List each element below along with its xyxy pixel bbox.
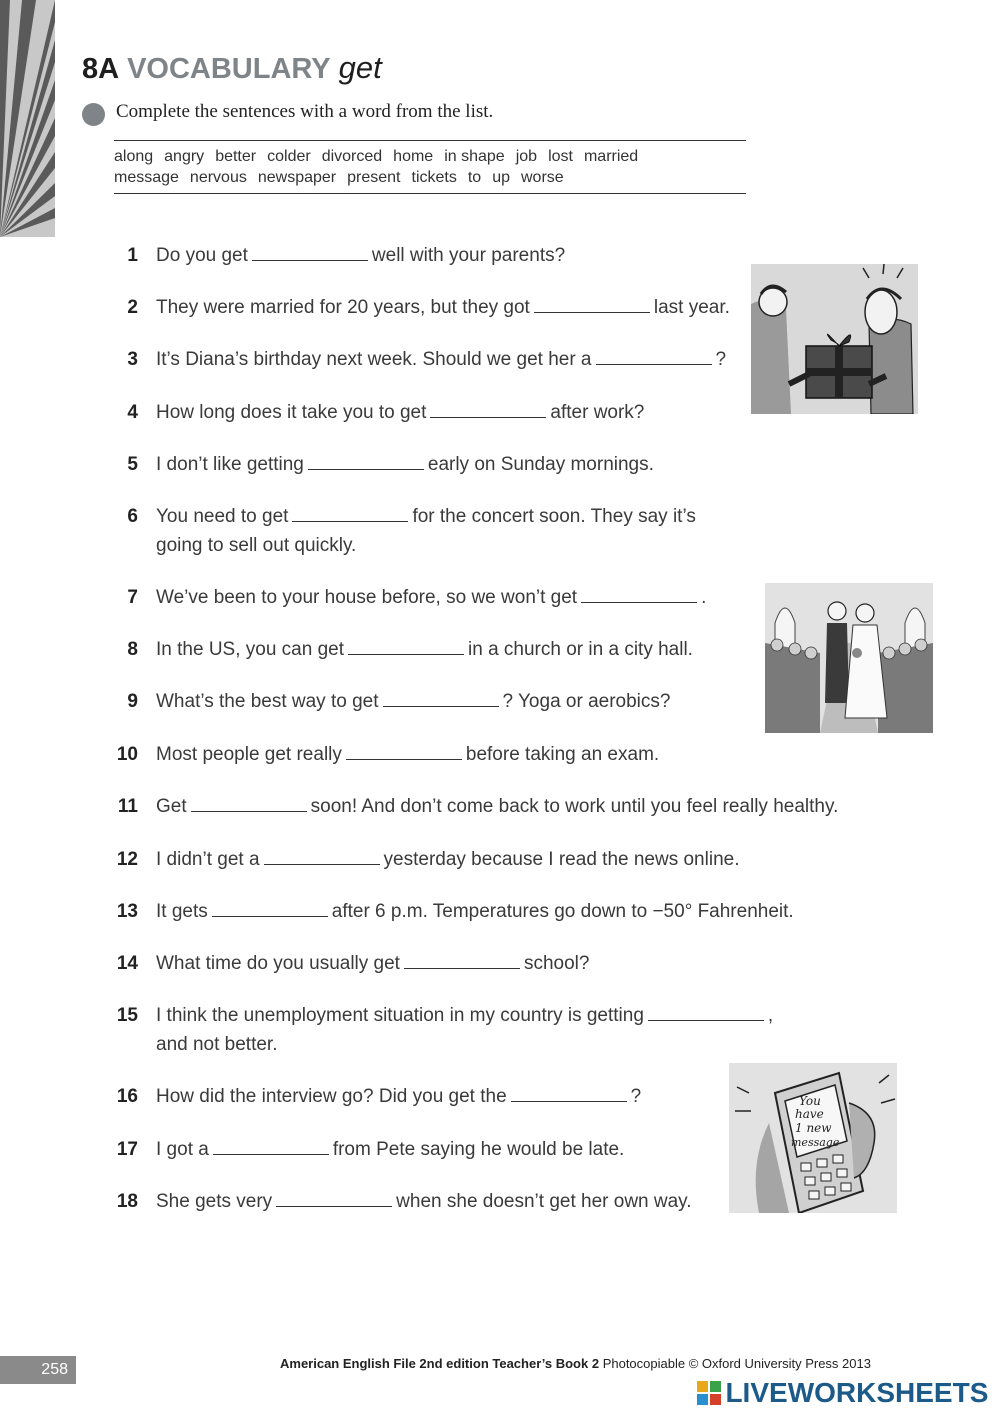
word-list-item: newspaper xyxy=(257,169,337,186)
word-list-item: lost xyxy=(548,148,573,165)
footer-credit xyxy=(280,1356,871,1371)
word-list-item: angry xyxy=(164,148,205,165)
word-list-item: colder xyxy=(267,148,311,165)
page-header xyxy=(82,50,382,86)
answer-blank[interactable] xyxy=(213,1140,329,1155)
phone-text-3: 1 new xyxy=(795,1121,832,1135)
word-list-item: to xyxy=(467,169,482,186)
book-title: American English File 2nd edition Teacher’s Book 2 xyxy=(280,1356,600,1371)
question-text: Get soon! And don’t come back to work until you feel really healthy. xyxy=(156,796,839,817)
answer-blank[interactable] xyxy=(252,246,368,261)
section-topic: VOCABULARY xyxy=(127,53,331,85)
answer-blank[interactable] xyxy=(581,588,697,603)
question-number: 6 xyxy=(127,506,138,527)
question-text: In the US, you can get in a church or in a city hall. xyxy=(156,639,693,660)
question-number: 9 xyxy=(127,691,138,712)
question-text: It’s Diana’s birthday next week. Should we get her a ? xyxy=(156,349,727,370)
answer-blank[interactable] xyxy=(346,745,462,760)
question-text: What’s the best way to get ? Yoga or aerobics? xyxy=(156,691,671,712)
word-list-row-2 xyxy=(114,169,575,187)
phone-text-4: message xyxy=(791,1136,840,1149)
word-list-item: up xyxy=(492,169,510,186)
word-list-item: in shape xyxy=(444,148,505,165)
sunburst-decoration xyxy=(0,0,55,237)
answer-blank[interactable] xyxy=(191,797,307,812)
question-text: How long does it take you to get after work? xyxy=(156,402,645,423)
phone-text-1: You xyxy=(799,1094,821,1108)
liveworksheets-watermark xyxy=(697,1377,988,1409)
answer-blank[interactable] xyxy=(534,298,650,313)
question-text: I don’t like getting early on Sunday mornings. xyxy=(156,454,654,475)
answer-blank[interactable] xyxy=(212,902,328,917)
phone-text-2: have xyxy=(795,1107,824,1121)
question-text: She gets very when she doesn’t get her own way. xyxy=(156,1191,692,1212)
question-text: How did the interview go? Did you get the ? xyxy=(156,1086,642,1107)
question-number: 1 xyxy=(127,245,138,266)
word-list-row-1 xyxy=(114,148,649,166)
question-number: 8 xyxy=(127,639,138,660)
word-list-item: along xyxy=(114,148,154,165)
question-number: 13 xyxy=(116,901,138,922)
phone-illustration xyxy=(729,1063,897,1213)
question-text-continued: going to sell out quickly. xyxy=(156,535,357,556)
answer-blank[interactable] xyxy=(511,1087,627,1102)
question-number: 4 xyxy=(127,402,138,423)
question-text-continued: and not better. xyxy=(156,1034,278,1055)
question-text: What time do you usually get school? xyxy=(156,953,590,974)
question-text: I didn’t get a yesterday because I read the news online. xyxy=(156,849,740,870)
answer-blank[interactable] xyxy=(648,1006,764,1021)
answer-blank[interactable] xyxy=(308,455,424,470)
question-number: 7 xyxy=(127,587,138,608)
question-number: 15 xyxy=(116,1005,138,1026)
question-text: Do you get well with your parents? xyxy=(156,245,566,266)
answer-blank[interactable] xyxy=(292,507,408,522)
question-number: 18 xyxy=(116,1191,138,1212)
question-text: I think the unemployment situation in my country is getting , xyxy=(156,1005,774,1026)
word-list-item: present xyxy=(347,169,401,186)
answer-blank[interactable] xyxy=(430,403,546,418)
word-list-item: worse xyxy=(520,169,564,186)
question-text: You need to get for the concert soon. They say it’s xyxy=(156,506,696,527)
question-text: Most people get really before taking an exam. xyxy=(156,744,660,765)
answer-blank[interactable] xyxy=(596,350,712,365)
copyright: Photocopiable © Oxford University Press 2013 xyxy=(602,1356,871,1371)
question-number: 3 xyxy=(127,349,138,370)
word-list-item: married xyxy=(583,148,639,165)
word-list-item: home xyxy=(393,148,434,165)
page-number-box xyxy=(0,1356,76,1384)
question-text: They were married for 20 years, but they got last year. xyxy=(156,297,730,318)
divider-top xyxy=(114,140,746,141)
unit-code: 8A xyxy=(82,53,120,85)
liveworksheets-text: LIVEWORKSHEETS xyxy=(725,1377,989,1408)
word-list-item: better xyxy=(215,148,257,165)
wedding-illustration xyxy=(765,583,933,733)
answer-blank[interactable] xyxy=(276,1192,392,1207)
word-list-item: message xyxy=(114,169,179,186)
question-number: 17 xyxy=(116,1139,138,1160)
question-text: I got a from Pete saying he would be late. xyxy=(156,1139,625,1160)
question-text: We’ve been to your house before, so we won’t get . xyxy=(156,587,707,608)
question-number: 11 xyxy=(117,796,138,817)
word-list-item: tickets xyxy=(411,169,457,186)
answer-blank[interactable] xyxy=(383,692,499,707)
question-number: 5 xyxy=(127,454,138,475)
word-list-item: nervous xyxy=(189,169,247,186)
question-number: 12 xyxy=(116,849,138,870)
gift-illustration xyxy=(751,264,918,414)
question-number: 14 xyxy=(116,953,138,974)
liveworksheets-logo-icon xyxy=(697,1381,721,1405)
page-number: 258 xyxy=(41,1361,68,1378)
question-text: It gets after 6 p.m. Temperatures go down to −50° Fahrenheit. xyxy=(156,901,794,922)
bullet-icon xyxy=(82,103,105,126)
section-word: get xyxy=(338,50,382,85)
question-number: 2 xyxy=(127,297,138,318)
word-list-item: divorced xyxy=(321,148,383,165)
question-number: 16 xyxy=(116,1086,138,1107)
answer-blank[interactable] xyxy=(348,640,464,655)
divider-bottom xyxy=(114,193,746,194)
instruction-text: Complete the sentences with a word from the list. xyxy=(116,101,494,122)
question-number: 10 xyxy=(116,744,138,765)
word-list-item: job xyxy=(515,148,538,165)
answer-blank[interactable] xyxy=(264,850,380,865)
answer-blank[interactable] xyxy=(404,954,520,969)
